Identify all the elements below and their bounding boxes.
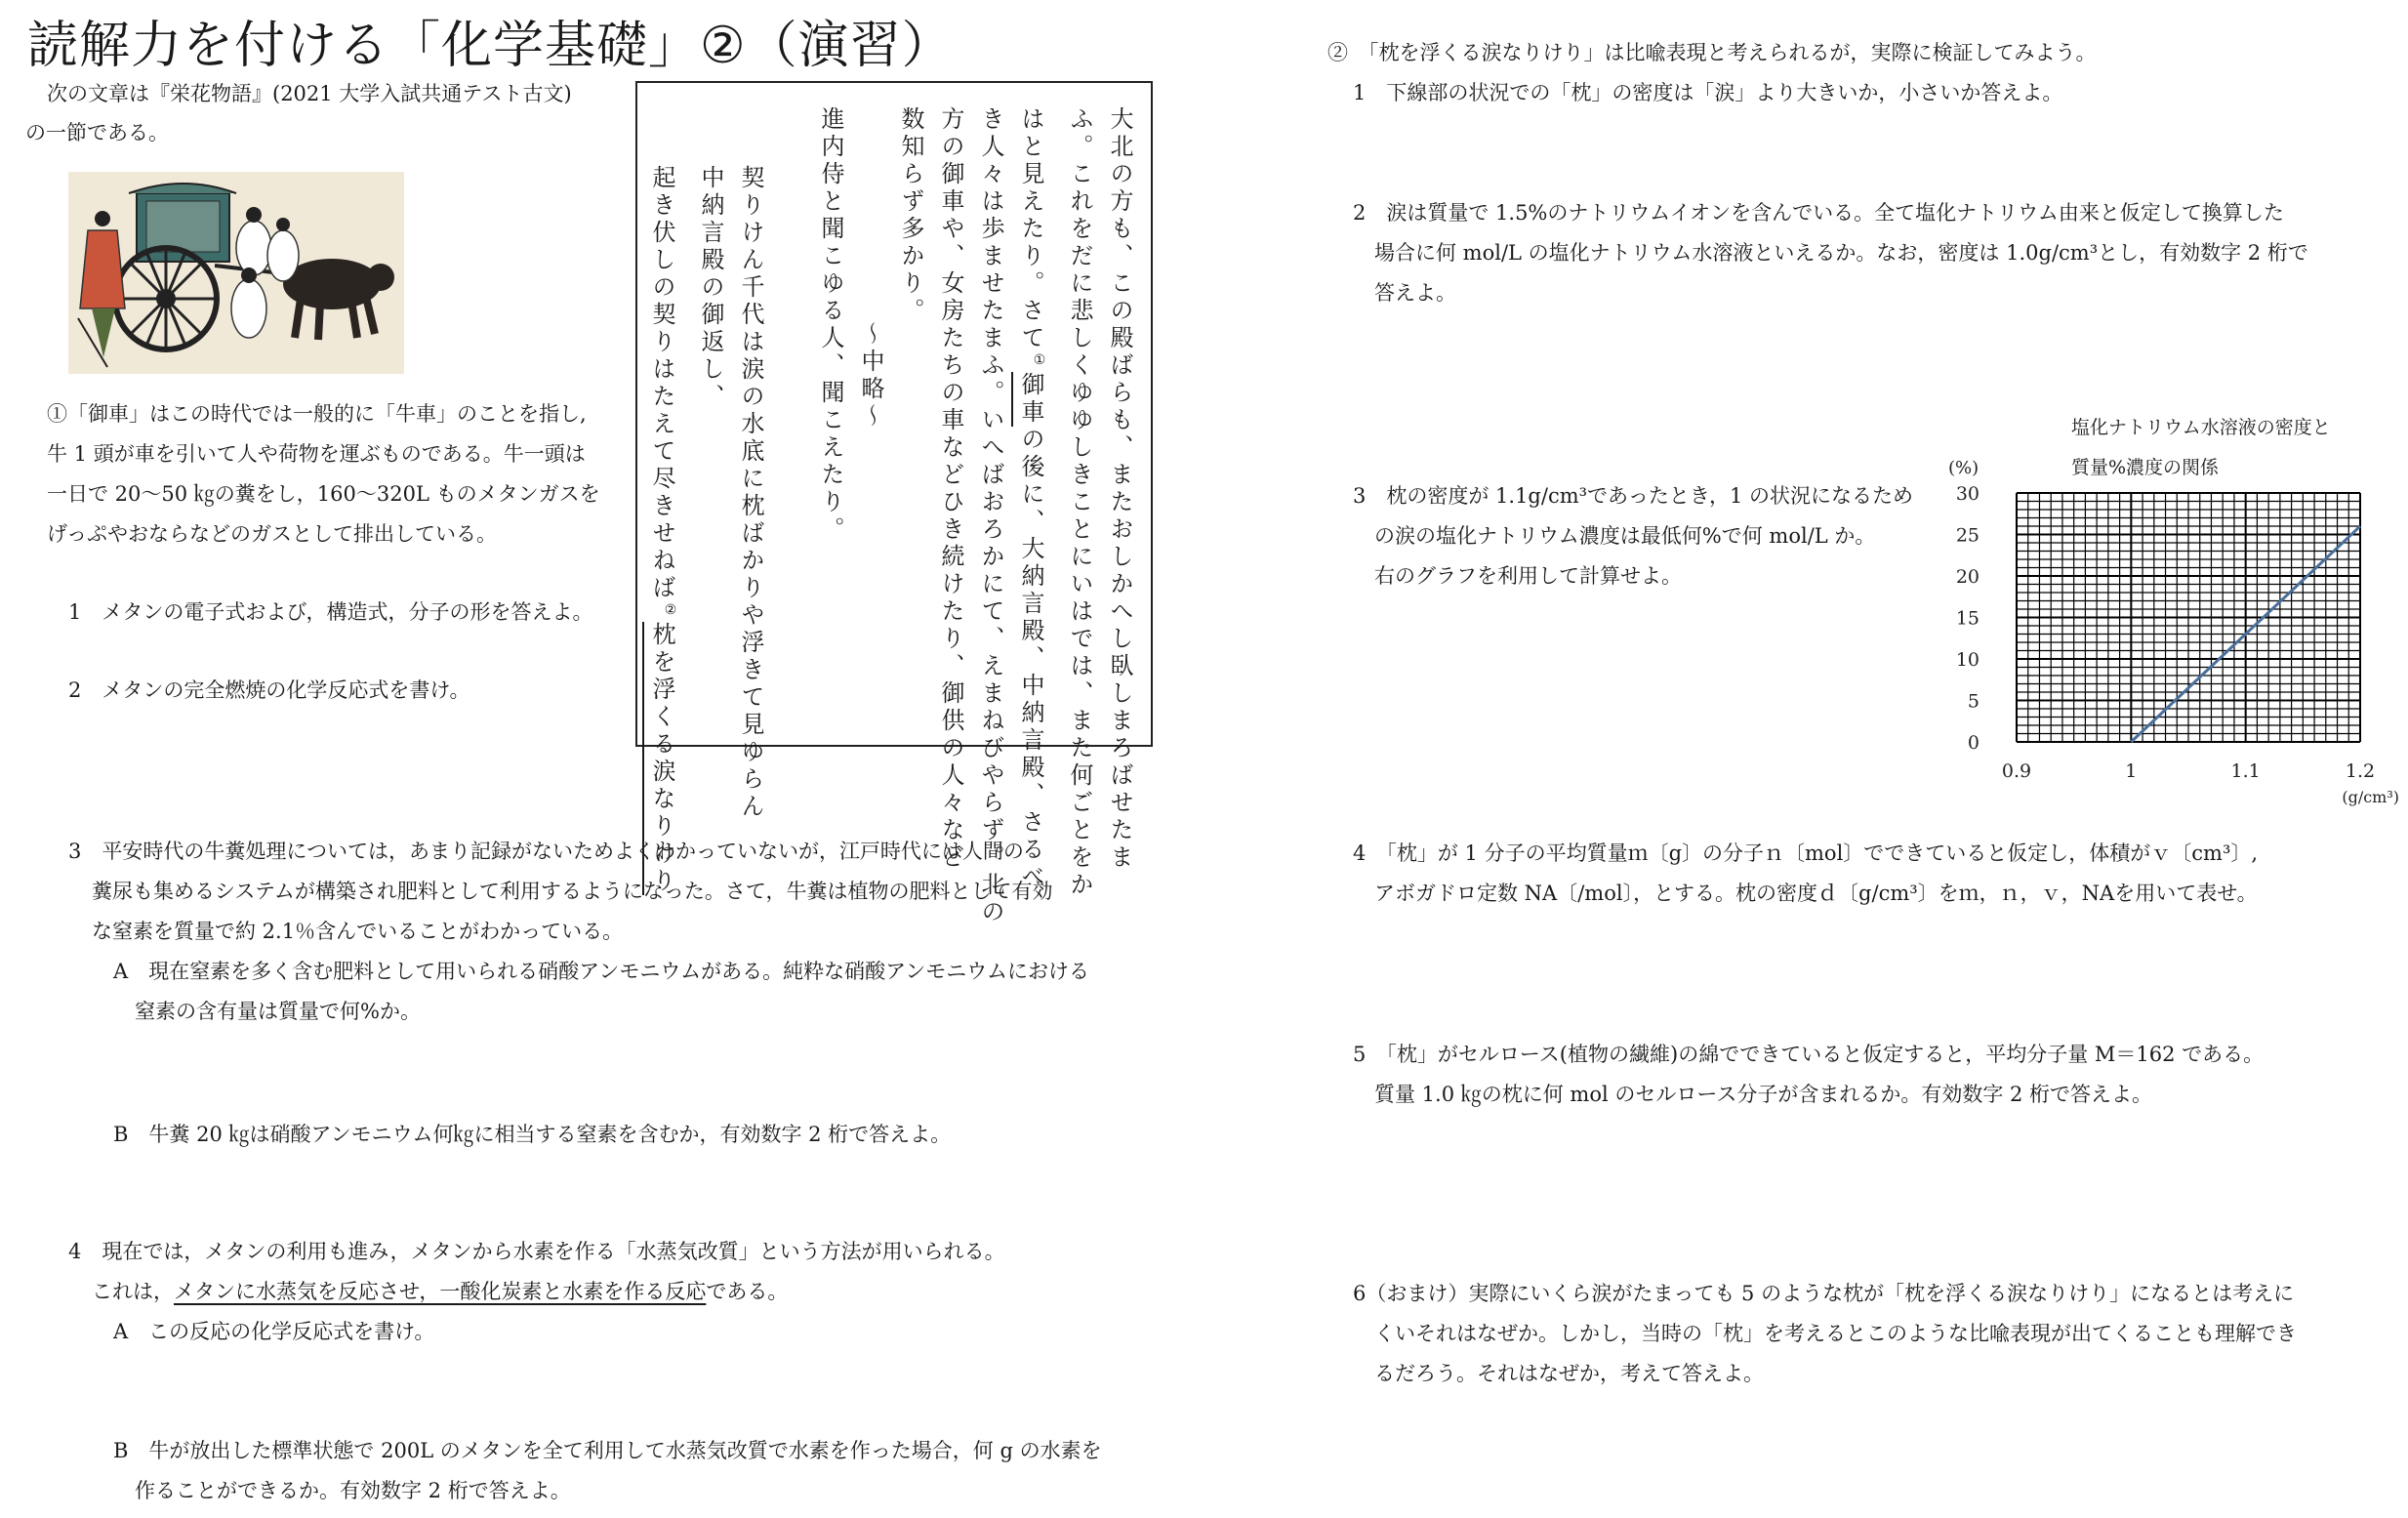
y-tick-label: 25 [1955,524,1979,547]
classical-line-2: ふ。これをだに悲しくゆゆしきことにいはでは、また何ごとをか [1066,106,1093,899]
right-question-4-line-1: 4 「枕」が 1 分子の平均質量ｍ〔g〕の分子ｎ〔mol〕でできていると仮定し，体積がｖ〔cm³〕, [1353,841,2259,865]
right-question-2-line-3: 答えよ。 [1374,281,1456,305]
question-3-line-1: 3 平安時代の牛糞処理については，あまり記録がないためよくわかっていないが，江戸時代には人間の [68,840,1024,863]
right-question-6-line-2: くいそれはなぜか。しかし，当時の「枕」を考えるとこのような比喩表現が出てくることも理解でき [1374,1322,2297,1345]
y-tick-label: 5 [1967,690,1979,713]
underlined-makura: 枕を浮くる涙なりけり [648,622,675,895]
question-3a-line-1: A 現在窒素を多く含む肥料として用いられる硝酸アンモニウムがある。純粋な硝酸アンモニウムにおける [113,960,1090,983]
y-tick-label: 0 [1967,732,1979,754]
classical-line-6: 数知らず多かり。 [897,106,924,325]
right-question-3-line-1: 3 枕の密度が 1.1g/cm³であったとき，1 の状況になるため [1353,484,1914,508]
classical-line-5: 方の御車や、女房たちの車などひき続けたり、御供の人々など [937,106,964,872]
y-tick-label: 30 [1955,483,1979,505]
x-axis-unit-label: (g/cm³) [2342,788,2399,806]
note-line-1: ①「御車」はこの時代では一般的に「牛車」のことを指し, [47,402,587,426]
intro-line-1: 次の文章は『栄花物語』(2021 大学入試共通テスト古文) [47,82,572,105]
classical-line-3: はと見えたり。さて①御車の後に、大納言殿、中納言殿、さるべ [1017,106,1047,891]
question-1: 1 メタンの電子式および，構造式，分子の形を答えよ。 [68,600,593,624]
y-tick-label: 10 [1955,649,1979,671]
classical-line-7: ～中略～ [857,321,884,431]
right-question-5-line-2: 質量 1.0 ㎏の枕に何 mol のセルロース分子が含まれるか。有効数字 2 桁で答えよ。 [1374,1083,2153,1106]
chart-title-line-1: 塩化ナトリウム水溶液の密度と [2071,417,2331,438]
classical-line-1: 大北の方も、この殿ばらも、またおしかへし臥しまろばせたま [1106,106,1133,872]
question-3a-line-2: 窒素の含有量は質量で何%か。 [135,1000,421,1023]
question-3b: B 牛糞 20 ㎏は硝酸アンモニウム何㎏に相当する窒素を含むか，有効数字 2 桁で答えよ。 [113,1123,952,1146]
intro-line-2: の一節である。 [25,121,169,144]
question-4b-line-2: 作ることができるか。有効数字 2 桁で答えよ。 [135,1479,571,1502]
x-tick-label: 1 [2125,760,2138,782]
right-question-3-line-3: 右のグラフを利用して計算せよ。 [1374,564,1682,588]
right-question-6-line-1: 6（おまけ）実際にいくら涙がたまっても 5 のような枕が「枕を浮くる涙なりけり」になるとは考えに [1353,1282,2295,1305]
right-question-6-line-3: るだろう。それはなぜか，考えて答えよ。 [1374,1362,1764,1385]
section-2-heading: ② 「枕を浮くる涙なりけり」は比喩表現と考えられるが，実際に検証してみよう。 [1327,41,2097,64]
question-4a: A この反応の化学反応式を書け。 [113,1320,435,1343]
classical-line-4: き人々は歩ませたまふ。いへばおろかにて、えまねびやらず。北の [977,106,1004,926]
note-line-2: 牛 1 頭が車を引いて人や荷物を運ぶものである。牛一頭は [47,442,586,466]
right-question-2-line-1: 2 涙は質量で 1.5%のナトリウムイオンを含んでいる。全て塩化ナトリウム由来と仮定して換算した [1353,201,2284,225]
classical-text [641,106,1139,926]
right-question-4-line-2: アボガドロ定数 NA〔/mol〕，とする。枕の密度ｄ〔g/cm³〕をｍ，ｎ，ｖ，NAを用いて表せ。 [1374,882,2258,905]
right-question-2-line-2: 場合に何 mol/L の塩化ナトリウム水溶液といえるか。なお，密度は 1.0g/cm³とし，有効数字 2 桁で [1374,241,2308,265]
marker-2: ② [663,602,678,622]
question-3-line-2: 糞尿も集めるシステムが構築され肥料として利用するようになった。さて，牛糞は植物の肥料として有効 [92,880,1053,903]
page-title: 読解力を付ける「化学基礎」②（演習） [27,17,954,75]
question-3-line-3: な窒素を質量で約 2.1％含んでいることがわかっている。 [92,920,624,943]
question-4-line-1: 4 現在では，メタンの利用も進み，メタンから水素を作る「水蒸気改質」という方法が用いられる。 [68,1240,1005,1263]
ox-cart-image [68,172,404,374]
question-2: 2 メタンの完全燃焼の化学反応式を書け。 [68,678,470,702]
y-tick-label: 15 [1955,607,1979,630]
right-question-5-line-1: 5 「枕」がセルロース(植物の繊維)の綿でできていると仮定すると，平均分子量 M＝162 である。 [1353,1043,2265,1066]
marker-1: ① [1032,352,1047,372]
series-line [2131,526,2360,742]
x-tick-label: 0.9 [2001,760,2032,782]
chart-title-line-2: 質量%濃度の関係 [2071,457,2220,478]
ox-cart-illustration [68,172,404,374]
underlined-reaction: メタンに水蒸気を反応させ，一酸化炭素と水素を作る反応 [174,1280,707,1303]
x-tick-label: 1.1 [2230,760,2261,782]
classical-line-8: 進内侍と聞こゆる人、聞こえたり。 [817,106,844,544]
question-4b-line-1: B 牛が放出した標準状態で 200L のメタンを全て利用して水蒸気改質で水素を作った場合，何 g の水素を [113,1439,1102,1462]
classical-line-10: 中納言殿の御返し、 [697,165,724,411]
question-4-line-2: これは，メタンに水蒸気を反応させ，一酸化炭素と水素を作る反応である。 [92,1280,789,1303]
right-question-3-line-2: の涙の塩化ナトリウム濃度は最低何%で何 mol/L か。 [1374,524,1876,548]
note-line-4: げっぷやおならなどのガスとして排出している。 [47,522,497,546]
classical-line-9: 契りけん千代は涙の水底に枕ばかりや浮きて見ゆらん [737,165,764,821]
right-question-1: 1 下線部の状況での「枕」の密度は「涙」より大きいか，小さいか答えよ。 [1353,81,2063,104]
classical-line-11: 起き伏しの契りはたえて尽きせねば②枕を浮くる涙なりけり [648,165,678,895]
underlined-gosha: 御車 [1017,372,1044,427]
y-axis-unit-label: (%) [1948,458,1979,478]
classical-text-box [635,81,1153,926]
note-line-3: 一日で 20～50 ㎏の糞をし，160～320L ものメタンガスを [47,482,600,506]
x-tick-label: 1.2 [2345,760,2376,782]
y-tick-label: 20 [1955,566,1979,588]
